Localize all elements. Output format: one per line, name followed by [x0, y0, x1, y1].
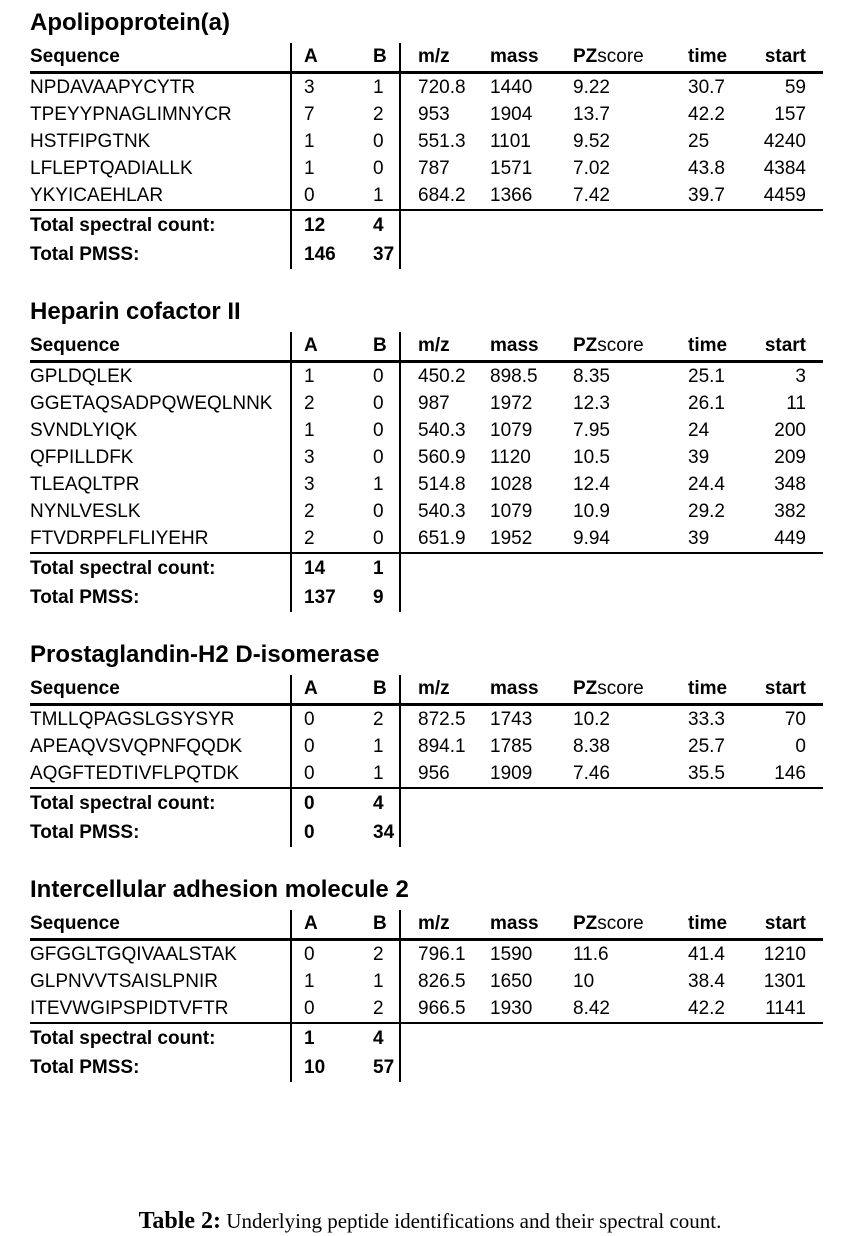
- time-cell: 42.2: [688, 104, 725, 125]
- total-spectral-filler: [401, 554, 823, 583]
- pzscore-regular-part: score: [597, 46, 644, 67]
- column-header-mass: mass: [490, 46, 539, 67]
- mz-cell: 826.5: [418, 971, 466, 992]
- b-cell: 1: [361, 733, 401, 760]
- pzscore-bold-part: PZ: [573, 335, 598, 356]
- total-pmss-a-value: 10: [304, 1057, 326, 1078]
- column-header-a: A: [304, 335, 318, 356]
- mz-cell: 966.5: [418, 998, 466, 1019]
- a-cell: 7: [304, 104, 315, 125]
- column-header-mz: m/z: [418, 678, 450, 699]
- a-cell: 1: [304, 971, 315, 992]
- column-header-pzscore: [556, 910, 671, 938]
- column-header-sequence: Sequence: [30, 43, 292, 71]
- pzscore-regular-part: score: [597, 678, 644, 699]
- sequence-cell: GGETAQSADPQWEQLNNK: [30, 390, 292, 417]
- column-header-mz: m/z: [418, 913, 450, 934]
- b-cell: 0: [361, 417, 401, 444]
- a-cell: 0: [304, 944, 315, 965]
- mass-cell: 1120: [490, 447, 531, 468]
- time-cell: 25: [688, 131, 710, 152]
- mass-cell: 1571: [490, 158, 533, 179]
- mz-cell: 872.5: [418, 709, 466, 730]
- mz-cell: 551.3: [418, 131, 466, 152]
- mass-cell: 1650: [490, 971, 533, 992]
- mass-cell: 1366: [490, 185, 533, 206]
- pzscore-cell: 7.02: [573, 158, 610, 179]
- pzscore-cell: 13.7: [573, 104, 610, 125]
- mass-cell: 1785: [490, 736, 533, 757]
- a-cell: 1: [304, 366, 315, 387]
- caption-label: Table 2:: [138, 1208, 222, 1234]
- column-header-b: B: [361, 910, 401, 938]
- total-pmss-filler: [401, 818, 823, 847]
- pzscore-cell: 12.3: [573, 393, 610, 414]
- total-pmss-a-value: 0: [304, 822, 315, 843]
- mass-cell: 898.5: [490, 366, 538, 387]
- pzscore-cell: 7.42: [573, 185, 610, 206]
- total-pmss-filler: [401, 1053, 823, 1082]
- column-header-pzscore: [556, 332, 671, 360]
- mz-cell: 953: [418, 104, 450, 125]
- a-cell: 1: [304, 131, 315, 152]
- start-cell: 4384: [763, 158, 806, 179]
- time-cell: 25.1: [688, 366, 725, 387]
- a-cell: 2: [304, 393, 315, 414]
- mass-cell: 1952: [490, 528, 533, 549]
- a-cell: 0: [304, 763, 315, 784]
- column-header-start: start: [764, 46, 806, 67]
- sequence-cell: SVNDLYIQK: [30, 417, 292, 444]
- mass-cell: 1930: [490, 998, 533, 1019]
- start-cell: 200: [774, 420, 806, 441]
- time-cell: 35.5: [688, 763, 725, 784]
- total-pmss-b-value: 57: [361, 1053, 401, 1082]
- column-header-start: start: [764, 335, 806, 356]
- mz-cell: 540.3: [418, 420, 466, 441]
- sequence-cell: TMLLQPAGSLGSYSYR: [30, 706, 292, 733]
- sequence-cell: TPEYYPNAGLIMNYCR: [30, 101, 292, 128]
- a-cell: 3: [304, 77, 315, 98]
- column-header-mz: m/z: [418, 46, 450, 67]
- mz-cell: 450.2: [418, 366, 466, 387]
- mz-cell: 684.2: [418, 185, 466, 206]
- column-header-a: A: [304, 46, 318, 67]
- total-spectral-b-value: 4: [361, 789, 401, 818]
- mz-cell: 720.8: [418, 77, 466, 98]
- time-cell: 41.4: [688, 944, 725, 965]
- total-spectral-label: Total spectral count:: [30, 554, 292, 583]
- pzscore-bold-part: PZ: [573, 46, 598, 67]
- time-cell: 39: [688, 447, 710, 468]
- column-header-b: B: [361, 332, 401, 360]
- a-cell: 1: [304, 158, 315, 179]
- start-cell: 59: [784, 77, 806, 98]
- total-pmss-b-value: 9: [361, 583, 401, 612]
- caption-text: Underlying peptide identifications and their spectral count.: [221, 1209, 722, 1233]
- a-cell: 0: [304, 736, 315, 757]
- column-header-start: start: [764, 913, 806, 934]
- total-spectral-a-value: 12: [304, 215, 326, 236]
- total-pmss-label: Total PMSS:: [30, 240, 292, 269]
- total-spectral-b-value: 4: [361, 1024, 401, 1053]
- total-spectral-b-value: 1: [361, 554, 401, 583]
- mz-cell: 787: [418, 158, 450, 179]
- time-cell: 33.3: [688, 709, 725, 730]
- pzscore-bold-part: PZ: [573, 913, 598, 934]
- peptide-table: [30, 332, 823, 612]
- time-cell: 24: [688, 420, 710, 441]
- total-spectral-label: Total spectral count:: [30, 789, 292, 818]
- mass-cell: 1743: [490, 709, 533, 730]
- time-cell: 30.7: [688, 77, 725, 98]
- pzscore-bold-part: PZ: [573, 678, 598, 699]
- column-header-time: time: [688, 678, 728, 699]
- sequence-cell: GFGGLTGQIVAALSTAK: [30, 941, 292, 968]
- mass-cell: 1972: [490, 393, 533, 414]
- total-pmss-b-value: 37: [361, 240, 401, 269]
- protein-title: Intercellular adhesion molecule 2: [30, 876, 409, 903]
- time-cell: 38.4: [688, 971, 725, 992]
- b-cell: 0: [361, 525, 401, 552]
- b-cell: 0: [361, 390, 401, 417]
- mz-cell: 560.9: [418, 447, 466, 468]
- start-cell: 11: [786, 393, 806, 414]
- start-cell: 348: [774, 474, 806, 495]
- total-pmss-b-value: 34: [361, 818, 401, 847]
- total-spectral-filler: [401, 211, 823, 240]
- column-header-a: A: [304, 678, 318, 699]
- tables-container: [30, 10, 860, 1082]
- start-cell: 449: [774, 528, 806, 549]
- start-cell: 157: [774, 104, 806, 125]
- b-cell: 2: [361, 706, 401, 733]
- mass-cell: 1079: [490, 501, 533, 522]
- sequence-cell: QFPILLDFK: [30, 444, 292, 471]
- start-cell: 382: [774, 501, 806, 522]
- pzscore-cell: 10.9: [573, 501, 610, 522]
- sequence-cell: ITEVWGIPSPIDTVFTR: [30, 995, 292, 1022]
- b-cell: 1: [361, 182, 401, 209]
- mass-cell: 1079: [490, 420, 533, 441]
- pzscore-regular-part: score: [597, 913, 644, 934]
- column-header-b: B: [361, 43, 401, 71]
- table-caption: [0, 1206, 860, 1236]
- time-cell: 29.2: [688, 501, 725, 522]
- mass-cell: 1909: [490, 763, 533, 784]
- total-pmss-a-value: 146: [304, 244, 336, 265]
- peptide-table: [30, 43, 823, 269]
- column-header-time: time: [688, 913, 728, 934]
- column-header-a: A: [304, 913, 318, 934]
- mz-cell: 987: [418, 393, 450, 414]
- time-cell: 24.4: [688, 474, 725, 495]
- time-cell: 39.7: [688, 185, 725, 206]
- b-cell: 1: [361, 471, 401, 498]
- pzscore-cell: 9.52: [573, 131, 610, 152]
- peptide-table: [30, 675, 823, 847]
- pzscore-cell: 8.35: [573, 366, 610, 387]
- a-cell: 0: [304, 709, 315, 730]
- time-cell: 42.2: [688, 998, 725, 1019]
- total-pmss-label: Total PMSS:: [30, 1053, 292, 1082]
- b-cell: 1: [361, 74, 401, 101]
- b-cell: 1: [361, 968, 401, 995]
- column-header-mass: mass: [490, 678, 539, 699]
- time-cell: 43.8: [688, 158, 725, 179]
- column-header-b: B: [361, 675, 401, 703]
- a-cell: 1: [304, 420, 315, 441]
- time-cell: 25.7: [688, 736, 725, 757]
- total-spectral-b-value: 4: [361, 211, 401, 240]
- a-cell: 3: [304, 447, 315, 468]
- total-pmss-filler: [401, 240, 823, 269]
- mz-cell: 956: [418, 763, 450, 784]
- total-spectral-a-value: 1: [304, 1028, 315, 1049]
- pzscore-cell: 7.46: [573, 763, 610, 784]
- start-cell: 4240: [763, 131, 806, 152]
- total-pmss-label: Total PMSS:: [30, 583, 292, 612]
- time-cell: 26.1: [688, 393, 725, 414]
- pzscore-cell: 11.6: [573, 944, 609, 965]
- pzscore-cell: 9.94: [573, 528, 610, 549]
- total-spectral-a-value: 0: [304, 793, 315, 814]
- start-cell: 146: [774, 763, 806, 784]
- time-cell: 39: [688, 528, 710, 549]
- column-header-start: start: [764, 678, 806, 699]
- column-header-mass: mass: [490, 913, 539, 934]
- total-pmss-a-value: 137: [304, 587, 336, 608]
- mass-cell: 1904: [490, 104, 533, 125]
- sequence-cell: NYNLVESLK: [30, 498, 292, 525]
- total-spectral-label: Total spectral count:: [30, 211, 292, 240]
- column-header-time: time: [688, 335, 728, 356]
- a-cell: 2: [304, 501, 315, 522]
- peptide-table-block: [30, 877, 860, 1082]
- mz-cell: 796.1: [418, 944, 466, 965]
- start-cell: 1301: [763, 971, 806, 992]
- mz-cell: 651.9: [418, 528, 466, 549]
- start-cell: 0: [795, 736, 806, 757]
- b-cell: 0: [361, 498, 401, 525]
- pzscore-cell: 12.4: [573, 474, 610, 495]
- pzscore-cell: 9.22: [573, 77, 610, 98]
- total-spectral-filler: [401, 789, 823, 818]
- a-cell: 0: [304, 185, 315, 206]
- mass-cell: 1028: [490, 474, 533, 495]
- column-header-mass: mass: [490, 335, 539, 356]
- sequence-cell: TLEAQLTPR: [30, 471, 292, 498]
- mass-cell: 1440: [490, 77, 533, 98]
- protein-title: Prostaglandin-H2 D-isomerase: [30, 641, 380, 668]
- protein-title: Heparin cofactor II: [30, 298, 241, 325]
- sequence-cell: APEAQVSVQPNFQQDK: [30, 733, 292, 760]
- pzscore-cell: 8.42: [573, 998, 610, 1019]
- b-cell: 0: [361, 444, 401, 471]
- mz-cell: 894.1: [418, 736, 466, 757]
- total-spectral-a-value: 14: [304, 558, 326, 579]
- pzscore-cell: 8.38: [573, 736, 610, 757]
- start-cell: 4459: [763, 185, 806, 206]
- b-cell: 0: [361, 155, 401, 182]
- b-cell: 0: [361, 363, 401, 390]
- a-cell: 0: [304, 998, 315, 1019]
- peptide-table-block: [30, 642, 860, 847]
- a-cell: 3: [304, 474, 315, 495]
- start-cell: 3: [795, 366, 806, 387]
- protein-title: Apolipoprotein(a): [30, 9, 230, 36]
- sequence-cell: AQGFTEDTIVFLPQTDK: [30, 760, 292, 787]
- total-pmss-filler: [401, 583, 823, 612]
- sequence-cell: YKYICAEHLAR: [30, 182, 292, 209]
- pzscore-cell: 7.95: [573, 420, 610, 441]
- start-cell: 209: [774, 447, 806, 468]
- b-cell: 0: [361, 128, 401, 155]
- pzscore-cell: 10.2: [573, 709, 610, 730]
- start-cell: 1141: [765, 998, 806, 1019]
- peptide-table-block: [30, 10, 860, 269]
- pzscore-cell: 10: [573, 971, 595, 992]
- pzscore-regular-part: score: [597, 335, 644, 356]
- column-header-pzscore: [556, 675, 671, 703]
- peptide-table-block: [30, 299, 860, 612]
- sequence-cell: GLPNVVTSAISLPNIR: [30, 968, 292, 995]
- mz-cell: 514.8: [418, 474, 466, 495]
- sequence-cell: GPLDQLEK: [30, 363, 292, 390]
- b-cell: 2: [361, 941, 401, 968]
- start-cell: 70: [784, 709, 806, 730]
- start-cell: 1210: [763, 944, 806, 965]
- column-header-pzscore: [556, 43, 671, 71]
- b-cell: 2: [361, 995, 401, 1022]
- mz-cell: 540.3: [418, 501, 466, 522]
- total-spectral-filler: [401, 1024, 823, 1053]
- total-spectral-label: Total spectral count:: [30, 1024, 292, 1053]
- mass-cell: 1590: [490, 944, 533, 965]
- peptide-table: [30, 910, 823, 1082]
- mass-cell: 1101: [490, 131, 531, 152]
- sequence-cell: HSTFIPGTNK: [30, 128, 292, 155]
- sequence-cell: FTVDRPFLFLIYEHR: [30, 525, 292, 552]
- column-header-sequence: Sequence: [30, 910, 292, 938]
- b-cell: 2: [361, 101, 401, 128]
- column-header-time: time: [688, 46, 728, 67]
- a-cell: 2: [304, 528, 315, 549]
- column-header-mz: m/z: [418, 335, 450, 356]
- pzscore-cell: 10.5: [573, 447, 610, 468]
- sequence-cell: LFLEPTQADIALLK: [30, 155, 292, 182]
- sequence-cell: NPDAVAAPYCYTR: [30, 74, 292, 101]
- total-pmss-label: Total PMSS:: [30, 818, 292, 847]
- b-cell: 1: [361, 760, 401, 787]
- column-header-sequence: Sequence: [30, 332, 292, 360]
- column-header-sequence: Sequence: [30, 675, 292, 703]
